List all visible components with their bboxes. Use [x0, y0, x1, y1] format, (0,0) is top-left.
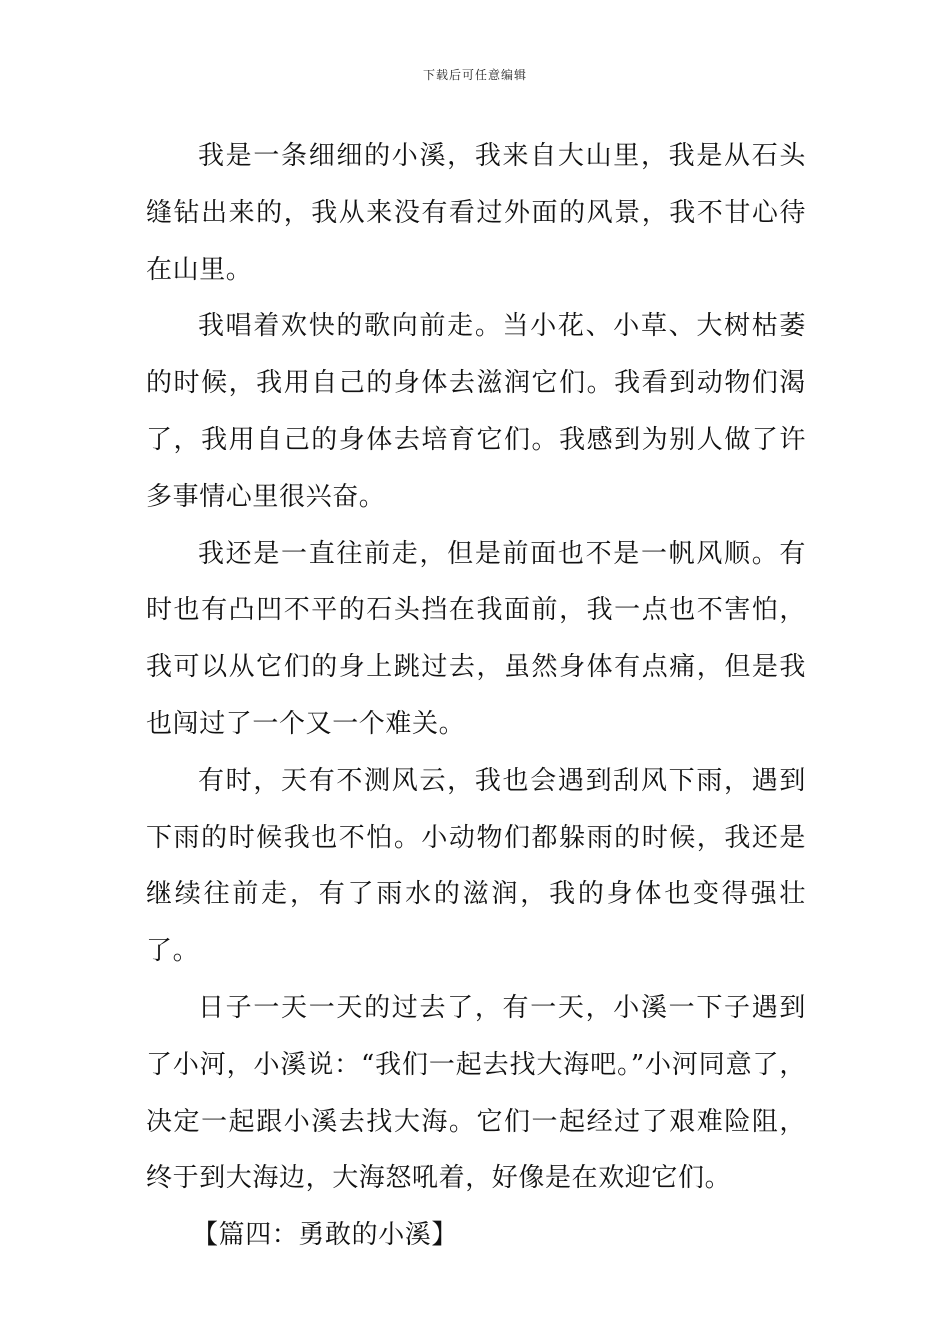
paragraph-3: 我还是一直往前走，但是前面也不是一帆风顺。有时也有凸凹不平的石头挡在我面前，我一点也不害怕，我可以从它们的身上跳过去，虽然身体有点痛，但是我也闯过了一个又一个难关。: [146, 538, 806, 739]
paragraph-4: 有时，天有不测风云，我也会遇到刮风下雨，遇到下雨的时候我也不怕。小动物们都躲雨的时候，我还是继续往前走，有了雨水的滋润，我的身体也变得强壮了。: [146, 765, 806, 967]
paragraph-1: 我是一条细细的小溪，我来自大山里，我是从石头缝钻出来的，我从来没有看过外面的风景，我不甘心待在山里。: [146, 141, 806, 285]
page-header: 下载后可任意编辑: [422, 68, 527, 82]
document-body: [146, 128, 806, 1264]
section-heading: 【篇四：勇敢的小溪】: [192, 1220, 459, 1251]
paragraph-2: 我唱着欢快的歌向前走。当小花、小草、大树枯萎的时候，我用自己的身体去滋润它们。我看到动物们渴了，我用自己的身体去培育它们。我感到为别人做了许多事情心里很兴奋。: [146, 311, 806, 512]
paragraph-5: 日子一天一天的过去了，有一天，小溪一下子遇到了小河，小溪说：“我们一起去找大海吧。”小河同意了，决定一起跟小溪去找大海。它们一起经过了艰难险阻，终于到大海边，大海怒吼着，好像是在欢迎它们。: [146, 992, 806, 1194]
